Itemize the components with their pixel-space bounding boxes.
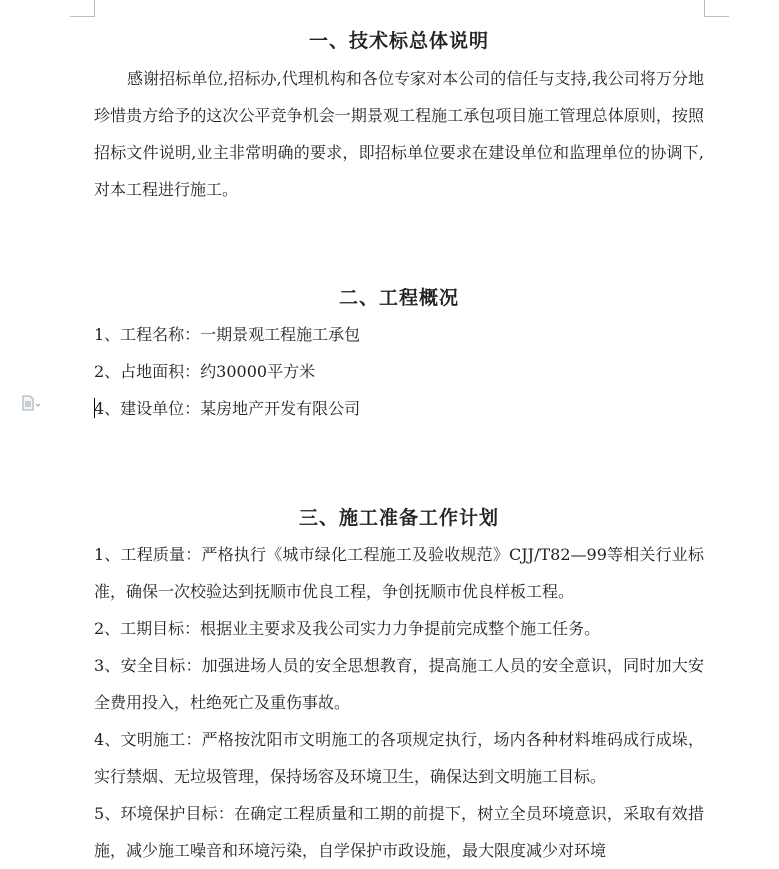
section-title-2: 二、工程概况 [338, 287, 459, 309]
list-item: 1、工程质量：严格执行《城市绿化工程施工及验收规范》CJJ/T82—99等相关行业标准，确保一次校验达到抚顺市优良工程，争创抚顺市优良样板工程。 [94, 545, 704, 601]
overview-list [94, 316, 704, 427]
list-item: 3、安全目标：加强进场人员的安全思想教育，提高施工人员的安全意识，同时加大安全费用投入，杜绝死亡及重伤事故。 [94, 656, 704, 712]
plan-list [94, 536, 704, 869]
list-item: 2、占地面积：约30000平方米 [94, 362, 316, 381]
list-item: 1、工程名称：一期景观工程施工承包 [94, 325, 361, 344]
page-corner-mark-right [704, 0, 729, 17]
intro-paragraph: 感谢招标单位,招标办,代理机构和各位专家对本公司的信任与支持,我公司将万分地珍惜贵方给予的这次公平竞争机会一期景观工程施工承包项目施工管理总体原则，按照招标文件说明,业主非常明确的要求，即招标单位要求在建设单位和监理单位的协调下,对本工程进行施工。 [94, 69, 704, 199]
list-item: 4、文明施工：严格按沈阳市文明施工的各项规定执行，场内各种材料堆码成行成垛，实行禁烟、无垃圾管理，保持场容及环境卫生，确保达到文明施工目标。 [94, 730, 704, 786]
page-corner-mark-left [70, 0, 95, 17]
list-item: 5、环境保护目标：在确定工程质量和工期的前提下，树立全员环境意识，采取有效措施，减少施工噪音和环境污染，自学保护市政设施，最大限度减少对环境 [94, 804, 704, 860]
list-item: 4、建设单位：某房地产开发有限公司 [94, 399, 361, 418]
section-title-1: 一、技术标总体说明 [308, 30, 489, 52]
section-title-3: 三、施工准备工作计划 [298, 507, 499, 529]
list-item: 2、工期目标：根据业主要求及我公司实力力争提前完成整个施工任务。 [94, 619, 601, 638]
document-icon[interactable] [22, 395, 36, 411]
